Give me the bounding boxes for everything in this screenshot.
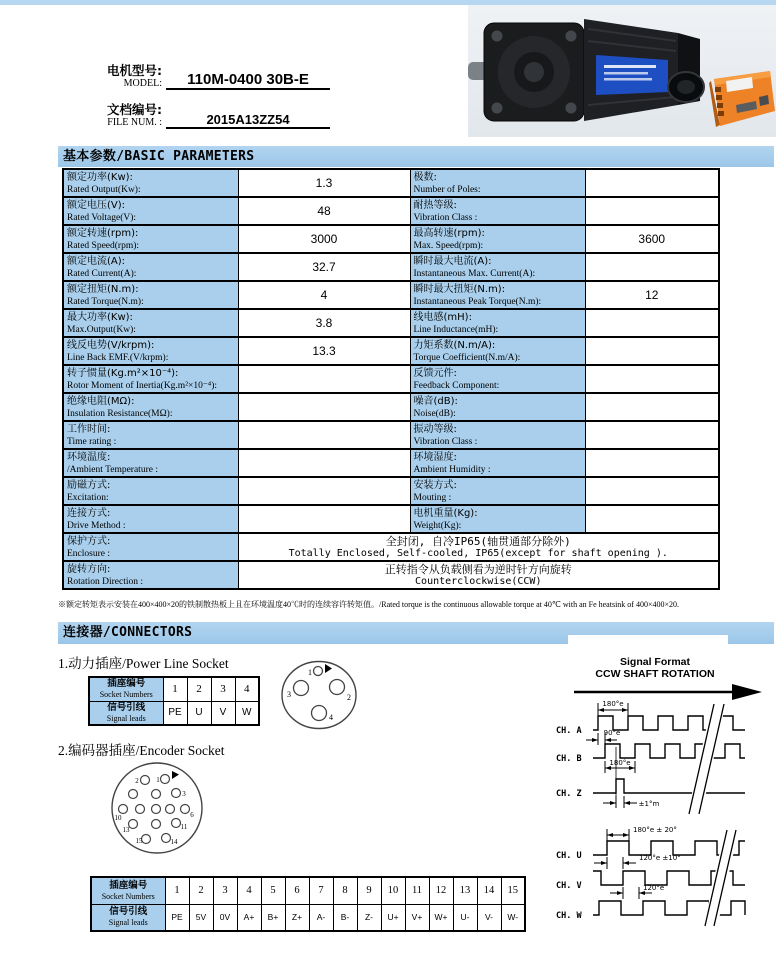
socket-number-cell: 3 xyxy=(213,877,237,904)
param-value xyxy=(238,421,410,449)
param-label xyxy=(63,561,238,589)
param-label-zh: 旋转方向: xyxy=(67,564,111,575)
socket-numbers-header: 插座编号 Socket Numbers xyxy=(91,877,165,904)
param-value: 3000 xyxy=(238,225,410,253)
param-row xyxy=(63,449,719,477)
pin-label: 15 xyxy=(135,837,143,845)
annotation-z: ±1°m xyxy=(638,800,660,808)
pin-label: 11 xyxy=(180,823,188,831)
socket-number-cell: 15 xyxy=(501,877,525,904)
signal-leads-header: 信号引线 Signal leads xyxy=(91,904,165,931)
param-value xyxy=(238,505,410,533)
param-row xyxy=(63,365,719,393)
param-label-en: Number of Poles: xyxy=(413,185,481,195)
pin-label: 4 xyxy=(329,713,333,722)
param-value xyxy=(238,365,410,393)
param-label xyxy=(410,281,585,309)
param-label xyxy=(410,309,585,337)
signal-lead-cell: W- xyxy=(501,904,525,931)
socket-numbers-row xyxy=(91,877,525,904)
socket-numbers-row xyxy=(89,677,259,701)
enclosure-value-zh: 全封闭, 自冷IP65(轴贯通部分除外) xyxy=(385,534,571,548)
pin-label: 13 xyxy=(122,826,130,834)
param-value xyxy=(585,477,719,505)
param-row xyxy=(63,197,719,225)
pin-label: 10 xyxy=(114,814,122,822)
param-label-en: Ambient Humidity : xyxy=(413,465,491,475)
annotation-ab: 90°e xyxy=(603,729,621,737)
file-value-underline xyxy=(166,103,330,129)
param-label xyxy=(410,225,585,253)
param-row xyxy=(63,505,719,533)
rotation-value-en: Counterclockwise(CCW) xyxy=(415,575,542,587)
param-label xyxy=(410,365,585,393)
model-value: 110M-0400 30B-E xyxy=(187,71,309,88)
socket-number-cell: 7 xyxy=(309,877,333,904)
param-label xyxy=(410,253,585,281)
model-value-underline xyxy=(166,64,330,90)
param-value: 4 xyxy=(238,281,410,309)
rotation-row xyxy=(63,561,719,589)
annotation-b: 180°e xyxy=(609,759,631,767)
encoder-socket-title: 2.编码器插座/Encoder Socket xyxy=(58,743,225,758)
channel-label-u: CH. U xyxy=(556,851,582,861)
param-label xyxy=(63,477,238,505)
param-label-en: Max. Speed(rpm): xyxy=(413,241,484,251)
power-socket-table xyxy=(88,676,260,726)
param-label-en: Vibration Class : xyxy=(413,437,478,447)
param-label-zh: 反馈元件: xyxy=(413,368,457,379)
encoder-socket-table xyxy=(90,876,526,932)
param-row xyxy=(63,337,719,365)
param-value xyxy=(585,505,719,533)
enclosure-value xyxy=(238,533,719,561)
param-value: 3.8 xyxy=(238,309,410,337)
param-label xyxy=(63,225,238,253)
socket-number-cell: 2 xyxy=(189,877,213,904)
signal-lead-cell: 0V xyxy=(213,904,237,931)
socket-number-cell: 2 xyxy=(187,677,211,701)
param-label-en: Drive Method : xyxy=(67,521,126,531)
rotation-value xyxy=(238,561,719,589)
pin-label: 2 xyxy=(135,777,139,785)
param-row xyxy=(63,477,719,505)
signal-lead-cell: PE xyxy=(165,904,189,931)
param-label-en: Rated Current(A): xyxy=(67,269,137,279)
param-label-zh: 额定功率(Kw): xyxy=(67,172,133,183)
param-label-zh: 电机重量(Kg): xyxy=(413,508,478,519)
socket-number-cell: 10 xyxy=(381,877,405,904)
param-label-en: Instantaneous Max. Current(A): xyxy=(413,269,536,279)
signal-lead-cell: Z- xyxy=(357,904,381,931)
param-label-en: Noise(dB): xyxy=(413,409,456,419)
annotation-uv: 120°e ±10° xyxy=(639,854,681,862)
encoder-connector-drawing xyxy=(110,760,206,858)
param-label-en: Rated Output(Kw): xyxy=(67,185,141,195)
signal-lead-cell: U- xyxy=(453,904,477,931)
param-label-zh: 绝缘电阻(MΩ): xyxy=(67,396,135,407)
param-row xyxy=(63,225,719,253)
param-label-en: Rated Torque(N.m): xyxy=(67,297,144,307)
signal-leads-row xyxy=(91,904,525,931)
annotation-w: 120°e xyxy=(643,884,665,892)
param-value xyxy=(585,309,719,337)
pin-label: 14 xyxy=(170,838,178,846)
channel-label-z: CH. Z xyxy=(556,789,582,799)
signal-lead-cell: W+ xyxy=(429,904,453,931)
socket-number-cell: 11 xyxy=(405,877,429,904)
socket-number-cell: 1 xyxy=(165,877,189,904)
signal-lead-cell: V xyxy=(211,701,235,725)
param-label-en: Weight(Kg): xyxy=(413,521,462,531)
param-label-en: Rotor Moment of Inertia(Kg.m²×10⁻⁴): xyxy=(67,381,218,391)
file-label-en: FILE NUM. : xyxy=(107,117,162,128)
socket-number-cell: 14 xyxy=(477,877,501,904)
signal-lead-cell: U xyxy=(187,701,211,725)
param-label xyxy=(63,533,238,561)
connectors-bar-notch xyxy=(568,635,728,646)
param-label-en: Vibration Class : xyxy=(413,213,478,223)
section-connectors: 连接器/CONNECTORS xyxy=(58,622,774,644)
model-field xyxy=(88,64,330,90)
param-label-zh: 额定电流(A): xyxy=(67,256,126,267)
param-label-zh: 振动等级: xyxy=(413,424,457,435)
param-label-en: Enclosure : xyxy=(67,549,111,559)
param-label-en: Torque Coefficient(N.m/A): xyxy=(413,353,521,363)
param-label xyxy=(63,421,238,449)
param-value xyxy=(585,449,719,477)
param-value: 13.3 xyxy=(238,337,410,365)
param-label xyxy=(63,365,238,393)
file-value: 2015A13ZZ54 xyxy=(206,112,290,127)
signal-lead-cell: V+ xyxy=(405,904,429,931)
channel-label-b: CH. B xyxy=(556,754,582,764)
signal-waveform-diagram xyxy=(548,652,776,952)
param-label-en: Excitation: xyxy=(67,493,109,503)
signal-leads-row xyxy=(89,701,259,725)
param-label-en: Feedback Component: xyxy=(413,381,500,391)
socket-number-cell: 8 xyxy=(333,877,357,904)
param-value xyxy=(585,253,719,281)
param-label-en: /Ambient Temperature : xyxy=(67,465,158,475)
signal-lead-cell: B- xyxy=(333,904,357,931)
param-label-en: Instantaneous Peak Torque(N.m): xyxy=(413,297,542,307)
param-label xyxy=(63,449,238,477)
param-row xyxy=(63,421,719,449)
param-value: 12 xyxy=(585,281,719,309)
param-value: 32.7 xyxy=(238,253,410,281)
signal-lead-cell: PE xyxy=(163,701,187,725)
param-label xyxy=(63,197,238,225)
enclosure-value-en: Totally Enclosed, Self-cooled, IP65(except for shaft opening ). xyxy=(288,547,668,559)
signal-lead-cell: B+ xyxy=(261,904,285,931)
enclosure-row xyxy=(63,533,719,561)
param-label-en: Rated Voltage(V): xyxy=(67,213,137,223)
signal-lead-cell: U+ xyxy=(381,904,405,931)
param-value xyxy=(585,421,719,449)
param-label-zh: 线电感(mH): xyxy=(413,312,472,323)
model-label-en: MODEL: xyxy=(123,78,162,89)
signal-title-2: CCW SHAFT ROTATION xyxy=(595,668,715,680)
param-label-zh: 瞬时最大电流(A): xyxy=(413,256,492,267)
param-value xyxy=(585,393,719,421)
param-row xyxy=(63,393,719,421)
file-label-zh: 文档编号: xyxy=(107,102,162,117)
param-label-zh: 力矩系数(N.m/A): xyxy=(413,340,496,351)
signal-lead-cell: A- xyxy=(309,904,333,931)
param-label-zh: 噪音(dB): xyxy=(413,396,458,407)
param-label xyxy=(410,449,585,477)
param-label-zh: 转子惯量(Kg.m²×10⁻⁴): xyxy=(67,368,179,379)
socket-number-cell: 12 xyxy=(429,877,453,904)
annotation-a: 180°e xyxy=(602,700,624,708)
motor-image xyxy=(468,19,704,121)
power-connector-drawing xyxy=(280,660,360,732)
pin-label: 3 xyxy=(287,690,291,699)
channel-label-w: CH. W xyxy=(556,911,582,921)
pin-label: 1 xyxy=(156,776,160,784)
param-label xyxy=(410,393,585,421)
channel-label-v: CH. V xyxy=(556,881,582,891)
section-basic-parameters: 基本参数/BASIC PARAMETERS xyxy=(58,146,774,167)
param-label-zh: 瞬时最大扭矩(N.m): xyxy=(413,284,506,295)
param-value xyxy=(585,197,719,225)
annotation-u: 180°e ± 20° xyxy=(633,826,677,834)
param-label xyxy=(63,281,238,309)
channel-label-a: CH. A xyxy=(556,726,582,736)
param-value xyxy=(585,365,719,393)
param-value xyxy=(585,169,719,197)
param-label-en: Line Back EMF.(V/krpm): xyxy=(67,353,169,363)
param-label xyxy=(63,337,238,365)
param-label xyxy=(410,421,585,449)
param-label xyxy=(63,169,238,197)
basic-parameters-table xyxy=(62,168,720,590)
param-value: 48 xyxy=(238,197,410,225)
param-label-zh: 环境湿度: xyxy=(413,452,457,463)
param-label xyxy=(63,309,238,337)
param-label-zh: 极数: xyxy=(413,172,437,183)
param-label-en: Mouting : xyxy=(413,493,452,503)
param-label-en: Rated Speed(rpm): xyxy=(67,241,140,251)
signal-lead-cell: A+ xyxy=(237,904,261,931)
param-label-zh: 连接方式: xyxy=(67,508,111,519)
socket-numbers-header: 插座编号 Socket Numbers xyxy=(89,677,163,701)
file-number-field xyxy=(88,103,330,129)
param-row xyxy=(63,281,719,309)
signal-lead-cell: 5V xyxy=(189,904,213,931)
socket-number-cell: 4 xyxy=(237,877,261,904)
param-label xyxy=(410,477,585,505)
signal-lead-cell: W xyxy=(235,701,259,725)
socket-number-cell: 1 xyxy=(163,677,187,701)
param-label xyxy=(63,505,238,533)
param-row xyxy=(63,169,719,197)
param-label-en: Time rating : xyxy=(67,437,117,447)
param-label xyxy=(410,197,585,225)
product-photo xyxy=(468,5,776,137)
socket-number-cell: 13 xyxy=(453,877,477,904)
param-label-en: Line Inductance(mH): xyxy=(413,325,499,335)
rotation-value-zh: 正转指令从负载侧看为逆时针方向旋转 xyxy=(384,562,572,576)
signal-lead-cell: V- xyxy=(477,904,501,931)
basic-parameters-body xyxy=(63,169,719,589)
socket-number-cell: 9 xyxy=(357,877,381,904)
socket-number-cell: 5 xyxy=(261,877,285,904)
signal-title-1: Signal Format xyxy=(619,656,690,668)
pin-label: 1 xyxy=(308,668,312,677)
param-label-zh: 安装方式: xyxy=(413,480,457,491)
param-label-zh: 额定转速(rpm): xyxy=(67,228,139,239)
param-value xyxy=(238,393,410,421)
param-label-zh: 励磁方式: xyxy=(67,480,111,491)
param-label-zh: 耐热等级: xyxy=(413,200,457,211)
param-label xyxy=(410,169,585,197)
param-label-en: Rotation Direction : xyxy=(67,577,143,587)
power-socket-title: 1.动力插座/Power Line Socket xyxy=(58,656,229,671)
param-value xyxy=(238,477,410,505)
param-label-en: Insulation Resistance(MΩ): xyxy=(67,409,173,419)
footnote: ※额定转矩表示安装在400×400×20的铁制散热板上且在环境温度40℃时的连续容许转矩值。/Rated torque is the continuous allowable torque at 40℃ with an Fe heatsink of 400×400×20. xyxy=(58,600,679,609)
param-label xyxy=(63,393,238,421)
param-label-zh: 最大功率(Kw): xyxy=(67,312,133,323)
pin-label: 3 xyxy=(182,790,186,798)
socket-number-cell: 6 xyxy=(285,877,309,904)
param-label-en: Max.Output(Kw): xyxy=(67,325,136,335)
param-value xyxy=(585,337,719,365)
param-label xyxy=(63,253,238,281)
param-value: 3600 xyxy=(585,225,719,253)
param-label-zh: 线反电势(V/krpm): xyxy=(67,340,155,351)
param-label xyxy=(410,505,585,533)
param-label-zh: 额定扭矩(N.m): xyxy=(67,284,139,295)
param-value xyxy=(238,449,410,477)
param-label-zh: 环境温度: xyxy=(67,452,111,463)
socket-number-cell: 4 xyxy=(235,677,259,701)
param-label-zh: 额定电压(V): xyxy=(67,200,126,211)
signal-lead-cell: Z+ xyxy=(285,904,309,931)
param-label-zh: 工作时间: xyxy=(67,424,111,435)
param-row xyxy=(63,253,719,281)
pin-label: 2 xyxy=(347,693,351,702)
param-value: 1.3 xyxy=(238,169,410,197)
model-label-zh: 电机型号: xyxy=(107,63,162,78)
socket-number-cell: 3 xyxy=(211,677,235,701)
param-label-zh: 保护方式: xyxy=(67,536,111,547)
param-label xyxy=(410,337,585,365)
pin-label: 6 xyxy=(190,811,194,819)
signal-leads-header: 信号引线 Signal leads xyxy=(89,701,163,725)
param-row xyxy=(63,309,719,337)
param-label-zh: 最高转速(rpm): xyxy=(413,228,485,239)
